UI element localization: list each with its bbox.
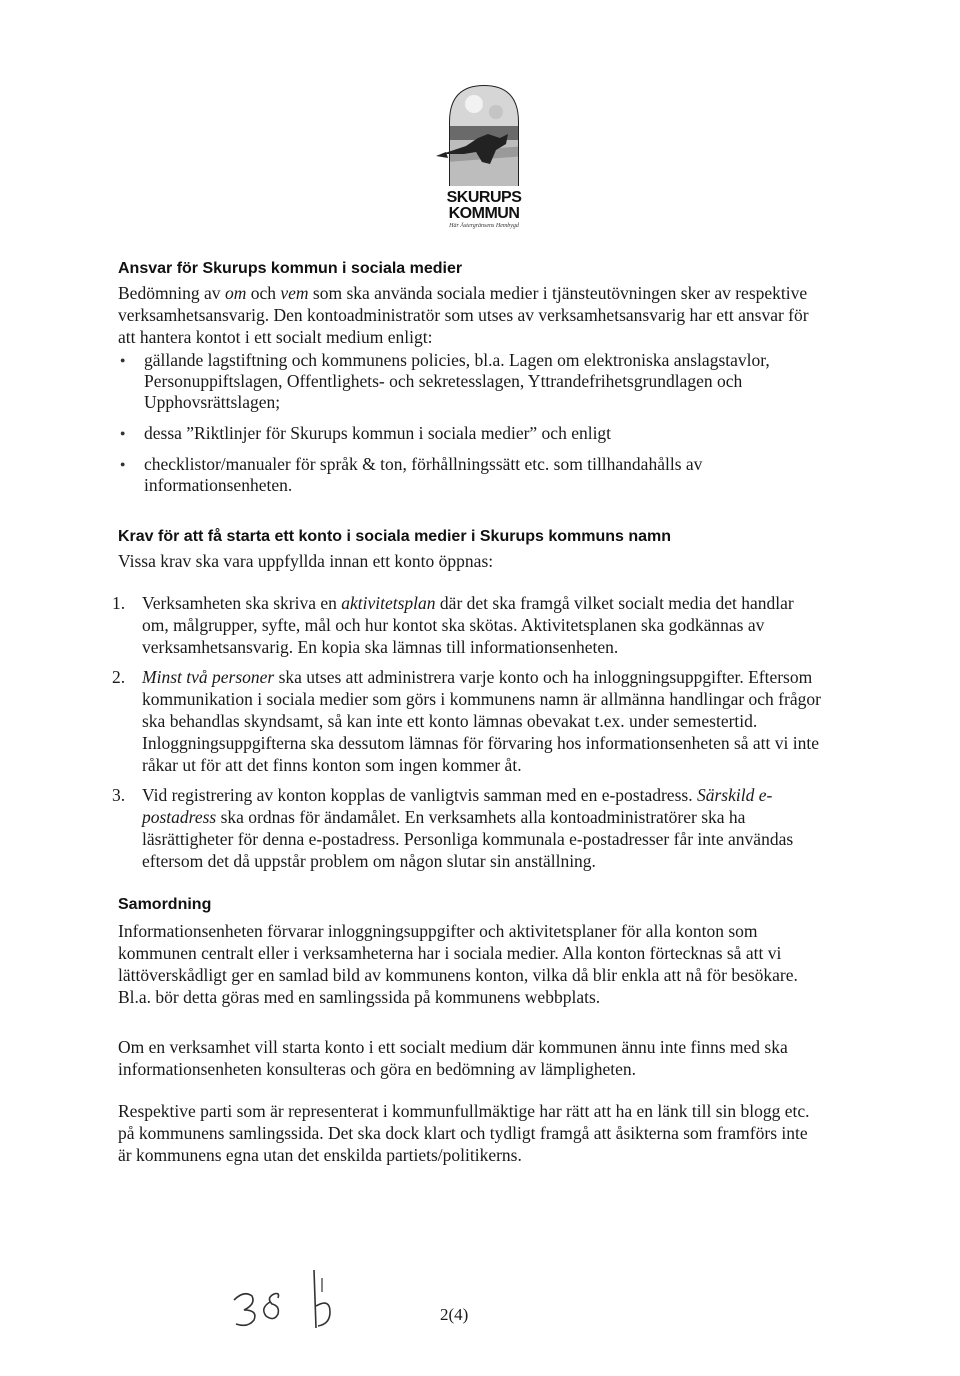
item-number: 2. xyxy=(112,667,126,687)
list-item: ● checklistor/manualer för språk & ton, förhållningssätt etc. som tillhandahålls av informationsenheten. xyxy=(118,454,818,496)
intro-em-om: om xyxy=(224,283,247,303)
intro-text-1: Bedömning av xyxy=(118,283,225,303)
section-heading-samordning: Samordning xyxy=(118,896,212,913)
item-text: där det ska framgå vilket socialt media det handlar om, målgrupper, syfte, mål och hur kontot ska skötas. Aktivitetsplanen ska godkännas av verksamhetsansvarig. En kopia ska lämnas till informationsenheten. xyxy=(142,593,794,657)
skurups-kommun-logo xyxy=(428,82,540,242)
item-emphasis: Minst två personer xyxy=(142,667,275,687)
requirements-list xyxy=(112,592,822,880)
section-heading-ansvar: Ansvar för Skurups kommun i sociala medier xyxy=(118,260,463,277)
item-emphasis: aktivitetsplan xyxy=(341,593,436,613)
logo-tagline: Här Ästergränsens Hembygd xyxy=(449,223,519,229)
section2-intro: Vissa krav ska vara uppfyllda innan ett konto öppnas: xyxy=(118,551,494,571)
handwritten-initials-icon xyxy=(230,1262,360,1342)
item-number: 1. xyxy=(112,593,126,613)
section-heading-krav: Krav för att få starta ett konto i sociala medier i Skurups kommuns namn xyxy=(118,528,672,545)
samordning-paragraph-3: Respektive parti som är representerat i kommunfullmäktige har rätt att ha en länk till sin blogg etc. på kommunens samlingssida. Det ska dock klart och tydligt framgå att åsikterna som framförs inte är kommunens egna utan det enskilda partiets/politikerns. xyxy=(118,1101,810,1165)
page-number: 2(4) xyxy=(440,1305,469,1324)
coat-of-arms-icon xyxy=(436,82,532,186)
intro-text-3: som ska använda sociala medier i tjänsteutövningen sker av respektive verksamhetsansvarig. Den kontoadministratör som utses av verksamhetsansvarig har ett ansvar för att hantera kontot i ett socialt medium enligt: xyxy=(118,283,809,347)
logo-name-line1: SKURUPS xyxy=(446,189,522,206)
list-item: ● gällande lagstiftning och kommunens policies, bl.a. Lagen om elektroniska anslagstavlor, Personuppiftslagen, Offentlighets- och sekretesslagen, Yttrandefrihetsgrundlagen och Upphovsrättslagen; xyxy=(118,350,818,413)
item-text: Verksamheten ska skriva en xyxy=(142,593,342,613)
samordning-paragraph-1: Informationsenheten förvarar inloggningsuppgifter och aktivitetsplaner för alla konton som kommunen centralt eller i verksamheterna har i sociala medier. Alla konton förtecknas så att vi lättöverskådligt ger en samlad bild av kommunens konton, vilka då blir enkla att nå för besökare. Bl.a. bör detta göras med en samlingssida på kommunens webbplats. xyxy=(118,921,798,1007)
list-item: ● dessa ”Riktlinjer för Skurups kommun i sociala medier” och enligt xyxy=(118,423,818,444)
item-text: ska ordnas för ändamålet. En verksamhets alla kontoadministratörer ska ha läsrättigheter för denna e-postadress. Personliga kommunala e-postadresser får inte användas eftersom det då uppstår problem om någon slutar sin anställning. xyxy=(142,807,794,871)
item-emphasis: Särskild e-postadress xyxy=(142,785,773,827)
intro-text-2: och xyxy=(246,283,281,303)
item-text: ska utses att administrera varje konto och ha inloggningsuppgifter. Eftersom kommunikation i sociala medier som görs i kommunens namn är allmänna handlingar och frågor ska behandlas skyndsamt, så kan inte ett konto lämnas obevakat t.ex. under semestertid. Inloggningsuppgifterna ska dessutom lämnas för förvaring hos informationsenheten så att vi inte råkar ut för att det finns konton som ingen kommer åt. xyxy=(142,667,821,775)
responsibility-list xyxy=(118,350,818,506)
logo-name-line2: KOMMUN xyxy=(448,205,520,222)
section1-intro xyxy=(118,282,818,348)
item-text: Vid registrering av konton kopplas de vanligtvis samman med en e-postadress. xyxy=(142,785,697,805)
list-item xyxy=(112,666,822,776)
item-number: 3. xyxy=(112,785,126,805)
samordning-paragraph-2: Om en verksamhet vill starta konto i ett socialt medium där kommunen ännu inte finns med ska informationsenheten konsulteras och göra en bedömning av lämpligheten. xyxy=(118,1037,788,1079)
intro-em-vem: vem xyxy=(280,283,309,303)
list-item xyxy=(112,592,822,658)
list-item xyxy=(112,784,822,872)
